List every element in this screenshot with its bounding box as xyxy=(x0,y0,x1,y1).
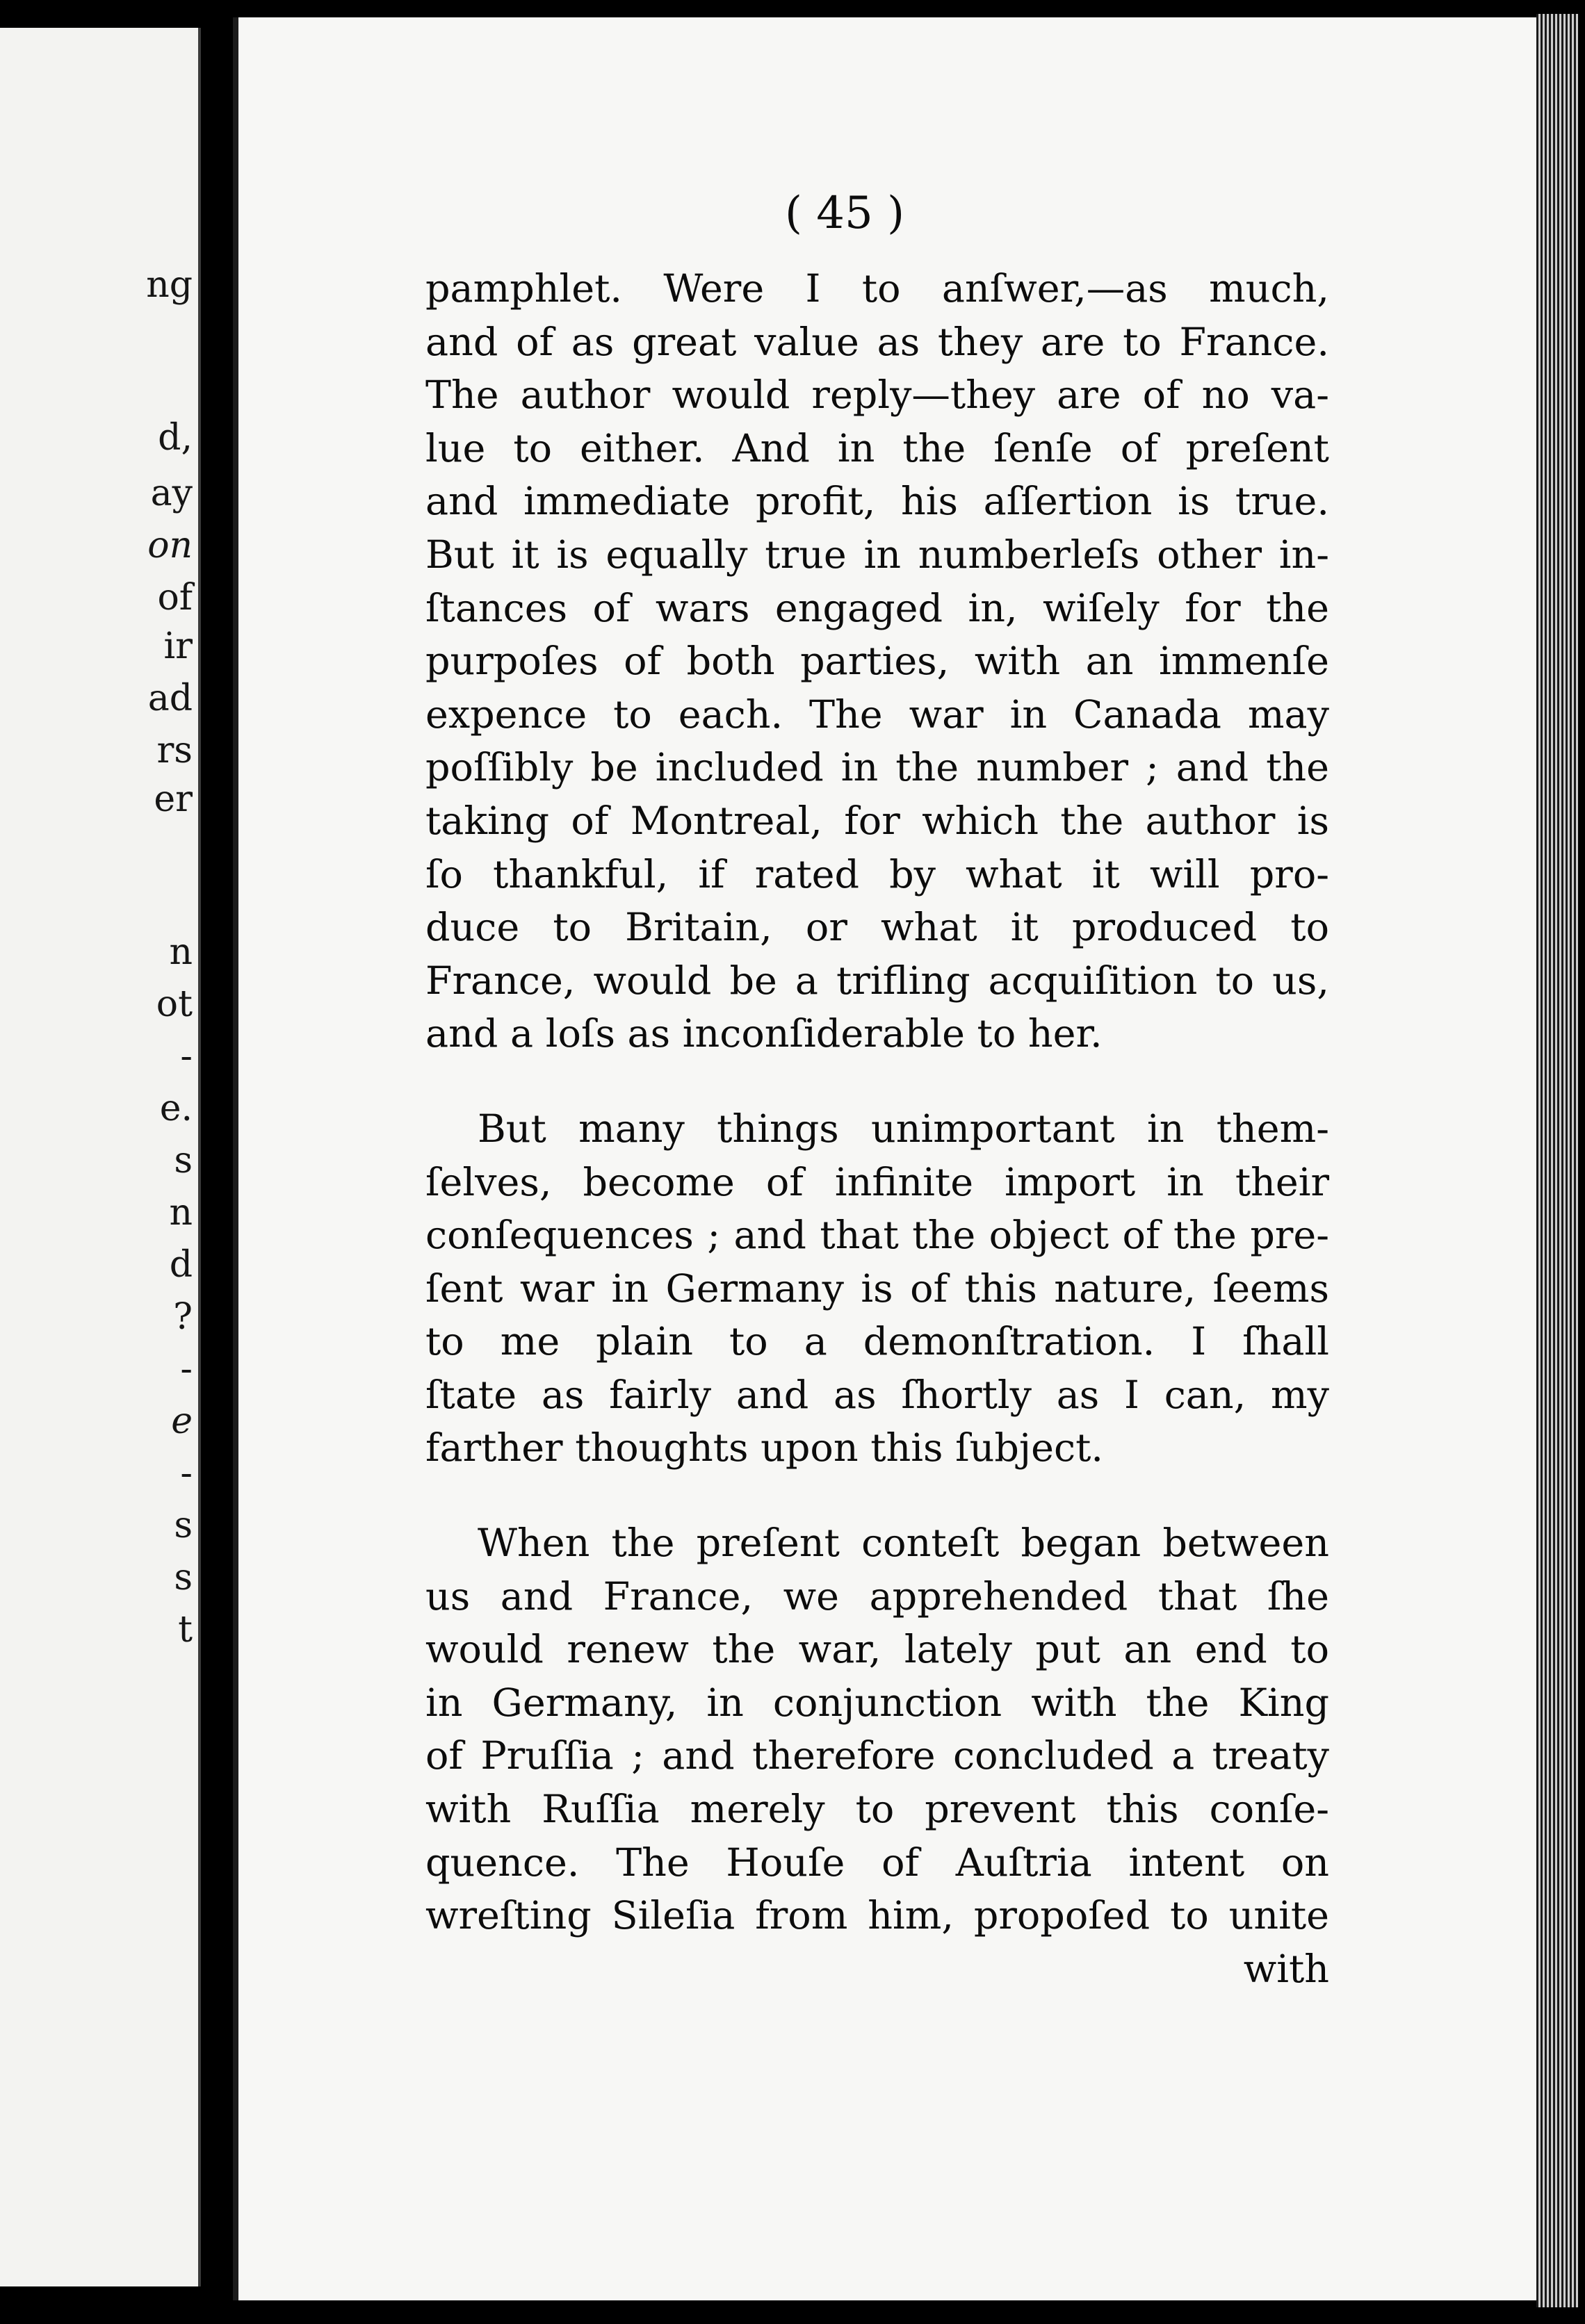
left-page-fragment: d xyxy=(169,1244,193,1286)
text-line: us and France, we apprehended that ſhe xyxy=(425,1573,1329,1619)
left-page-fragment: d, xyxy=(158,417,193,459)
left-page-fragment: s xyxy=(174,1140,193,1181)
left-page-fragment: e. xyxy=(159,1088,193,1129)
text-line: taking of Montreal, for which the author is xyxy=(425,798,1329,844)
left-page-fragment: t xyxy=(178,1609,193,1651)
text-line: pamphlet. Were I to anſwer,—as much, xyxy=(425,266,1329,311)
paragraph-gap xyxy=(425,1475,1329,1517)
text-line: lue to either. And in the ſenſe of preſent xyxy=(425,425,1329,471)
text-line: in Germany, in conjunction with the King xyxy=(425,1680,1329,1726)
left-page-fragment: s xyxy=(174,1557,193,1598)
left-page-fragment: ? xyxy=(173,1296,193,1338)
text-line: to me plain to a demonſtration. I ſhall xyxy=(425,1319,1329,1365)
left-page-fragment: s xyxy=(174,1505,193,1546)
text-line: and of as great value as they are to France. xyxy=(425,319,1329,365)
catchword: with xyxy=(1243,1946,1329,1992)
left-page xyxy=(0,28,201,2286)
left-page-fragment: ot xyxy=(156,983,193,1025)
left-page-fragment: rs xyxy=(156,730,193,771)
left-page-fragment: - xyxy=(180,1452,193,1494)
text-line: farther thoughts upon this ſubject. xyxy=(425,1425,1104,1471)
text-line: ſtances of wars engaged in, wiſely for the xyxy=(425,585,1329,631)
text-line: poſſibly be included in the number ; and the xyxy=(425,745,1329,791)
text-line: expence to each. The war in Canada may xyxy=(425,692,1329,737)
page-number: ( 45 ) xyxy=(784,188,905,239)
text-line: would renew the war, lately put an end to xyxy=(425,1627,1329,1673)
left-page-fragment: ay xyxy=(150,473,193,514)
text-line: wreſting Sileſia from him, propoſed to unite xyxy=(425,1893,1329,1939)
text-line: France, would be a trifling acquiſition to us, xyxy=(425,958,1329,1004)
left-page-fragment: - xyxy=(180,1348,193,1390)
left-page-fragment: e xyxy=(171,1400,193,1442)
text-line: ſtate as fairly and as ſhortly as I can, my xyxy=(425,1372,1329,1418)
text-line: and a loſs as inconſiderable to her. xyxy=(425,1011,1103,1057)
text-line: purpoſes of both parties, with an immenſe xyxy=(425,639,1329,685)
text-line: When the preſent conteſt began between xyxy=(478,1521,1329,1566)
text-line: conſequences ; and that the object of the pre- xyxy=(425,1213,1329,1259)
text-line: ſent war in Germany is of this nature, ſeems xyxy=(425,1266,1329,1311)
page-edges xyxy=(1536,14,1578,2307)
text-line: of Pruſſia ; and therefore concluded a treaty xyxy=(425,1733,1329,1779)
text-line: ſelves, become of infinite import in their xyxy=(425,1159,1329,1205)
text-line: But it is equally true in numberleſs other in- xyxy=(425,532,1329,578)
text-line: and immediate profit, his aſſertion is true. xyxy=(425,479,1329,525)
left-page-fragment: ir xyxy=(163,625,193,667)
text-line: with Ruſſia merely to prevent this conſe- xyxy=(425,1787,1329,1833)
text-line: duce to Britain, or what it produced to xyxy=(425,905,1329,951)
left-page-fragment: ng xyxy=(146,264,193,306)
left-page-fragment: ad xyxy=(147,678,193,719)
text-line: quence. The Houſe of Auſtria intent on xyxy=(425,1840,1329,1885)
text-line: The author would reply—they are of no va- xyxy=(425,373,1329,418)
text-block xyxy=(425,263,1329,1996)
left-page-fragment: on xyxy=(147,525,193,566)
left-page-fragment: - xyxy=(180,1036,193,1077)
text-line: But many things unimportant in them- xyxy=(478,1106,1329,1152)
left-page-fragment: n xyxy=(169,931,193,973)
text-line: ſo thankful, if rated by what it will pro- xyxy=(425,851,1329,897)
left-page-fragment: er xyxy=(154,778,193,820)
left-page-fragment: n xyxy=(169,1192,193,1234)
paragraph-gap xyxy=(425,1061,1329,1103)
left-page-fragment: of xyxy=(157,577,193,619)
